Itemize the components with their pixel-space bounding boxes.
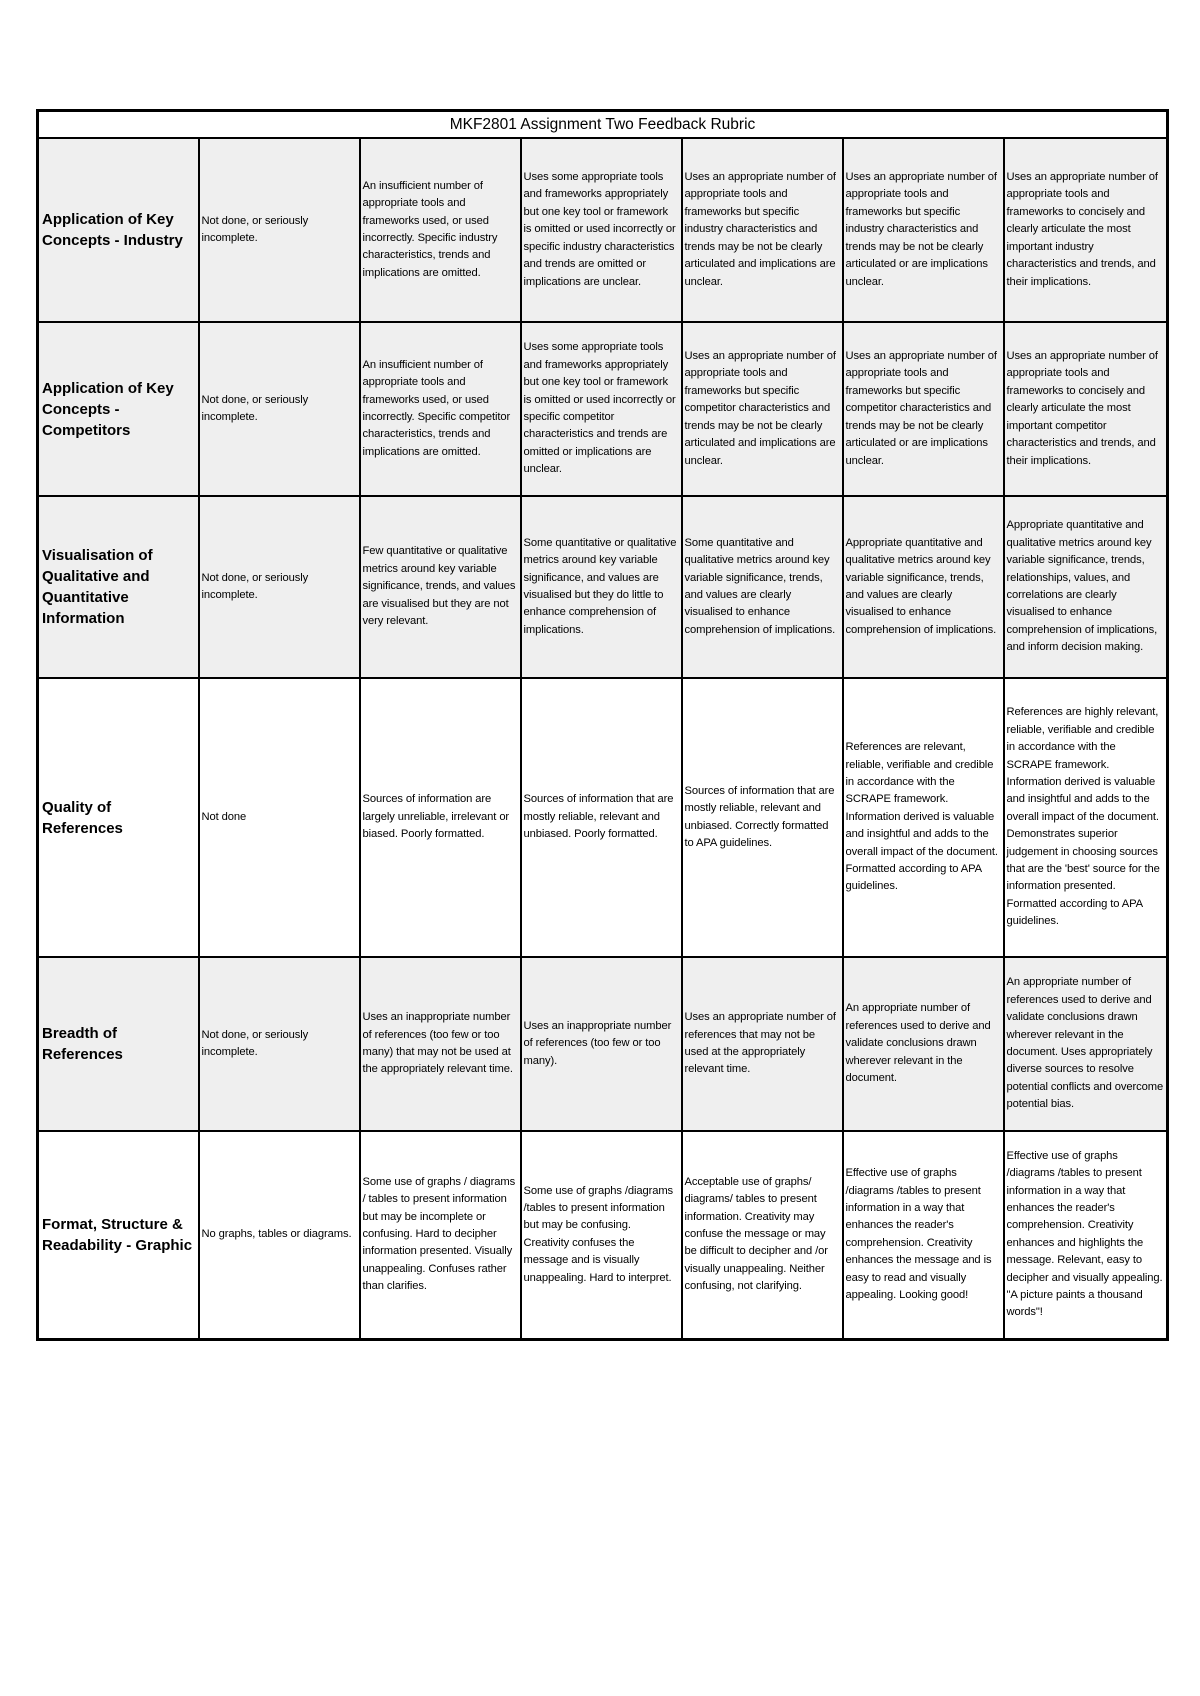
- rubric-row: [38, 1131, 1168, 1339]
- level-cell: Few quantitative or qualitative metrics around key variable significance, trends, and values are visualised but they are not very relevant.: [360, 496, 521, 678]
- level-cell: Uses some appropriate tools and frameworks appropriately but one key tool or framework is omitted or used incorrectly or specific competitor characteristics and trends are omitted or implications are unclear.: [521, 322, 682, 496]
- level-cell: Sources of information that are mostly reliable, relevant and unbiased. Correctly formatted to APA guidelines.: [682, 678, 843, 957]
- level-cell: Acceptable use of graphs/ diagrams/ tables to present information. Creativity may confuse the message or may be difficult to decipher and /or visually unappealing. Neither confusing, not clarifying.: [682, 1131, 843, 1339]
- level-cell: An insufficient number of appropriate tools and frameworks used, or used incorrectly. Specific competitor characteristics, trends and implications are omitted.: [360, 322, 521, 496]
- rubric-row: [38, 138, 1168, 322]
- level-cell: Effective use of graphs /diagrams /tables to present information in a way that enhances the reader's comprehension. Creativity enhances and highlights the message. Relevant, easy to decipher and visually appealing. "A picture paints a thousand words"!: [1004, 1131, 1168, 1339]
- level-cell: Some use of graphs / diagrams / tables to present information but may be incomplete or confusing. Hard to decipher information presented. Visually unappealing. Confuses rather than clarifies.: [360, 1131, 521, 1339]
- criterion-label: Quality of References: [38, 678, 199, 957]
- level-cell: Uses an appropriate number of appropriate tools and frameworks but specific competitor characteristics and trends may be not be clearly articulated or are implications unclear.: [843, 322, 1004, 496]
- level-cell: An insufficient number of appropriate tools and frameworks used, or used incorrectly. Specific industry characteristics, trends and implications are omitted.: [360, 138, 521, 322]
- criterion-label: Application of Key Concepts - Competitors: [38, 322, 199, 496]
- title-row: [38, 111, 1168, 139]
- level-cell: Sources of information are largely unreliable, irrelevant or biased. Poorly formatted.: [360, 678, 521, 957]
- criterion-label: Format, Structure & Readability - Graphic: [38, 1131, 199, 1339]
- level-cell: Effective use of graphs /diagrams /tables to present information in a way that enhances the reader's comprehension. Creativity enhances the message and is easy to read and visually appealing. Looking good!: [843, 1131, 1004, 1339]
- level-cell: Uses an appropriate number of appropriate tools and frameworks but specific industry characteristics and trends may be not be clearly articulated and implications are unclear.: [682, 138, 843, 322]
- rubric-row: [38, 957, 1168, 1131]
- level-cell: Not done, or seriously incomplete.: [199, 496, 360, 678]
- rubric-title: MKF2801 Assignment Two Feedback Rubric: [38, 111, 1168, 139]
- rubric-row: [38, 496, 1168, 678]
- level-cell: Uses an appropriate number of appropriate tools and frameworks but specific competitor characteristics and trends may be not be clearly articulated and implications are unclear.: [682, 322, 843, 496]
- level-cell: References are relevant, reliable, verifiable and credible in accordance with the SCRAPE framework. Information derived is valuable and insightful and adds to the overall impact of the document. Formatted according to APA guidelines.: [843, 678, 1004, 957]
- level-cell: References are highly relevant, reliable, verifiable and credible in accordance with the SCRAPE framework. Information derived is valuable and insightful and adds to the overall impact of the document. Demonstrates superior judgement in choosing sources that are the 'best' source for the information presented. Formatted according to APA guidelines.: [1004, 678, 1168, 957]
- level-cell: Some quantitative and qualitative metrics around key variable significance, trends, and values are clearly visualised to enhance comprehension of implications.: [682, 496, 843, 678]
- criterion-label: Breadth of References: [38, 957, 199, 1131]
- feedback-rubric-table: [36, 109, 1169, 1341]
- level-cell: Sources of information that are mostly reliable, relevant and unbiased. Poorly formatted.: [521, 678, 682, 957]
- level-cell: Uses an appropriate number of references that may not be used at the appropriately relevant time.: [682, 957, 843, 1131]
- criterion-label: Visualisation of Qualitative and Quantitative Information: [38, 496, 199, 678]
- level-cell: Appropriate quantitative and qualitative metrics around key variable significance, trends, relationships, values, and correlations are clearly visualised to enhance comprehension of implications, and inform decision making.: [1004, 496, 1168, 678]
- level-cell: Uses an inappropriate number of references (too few or too many).: [521, 957, 682, 1131]
- level-cell: Some quantitative or qualitative metrics around key variable significance, and values are visualised but they do little to enhance comprehension of implications.: [521, 496, 682, 678]
- level-cell: An appropriate number of references used to derive and validate conclusions drawn wherever relevant in the document. Uses appropriately diverse sources to resolve potential conflicts and overcome potential bias.: [1004, 957, 1168, 1131]
- level-cell: Not done, or seriously incomplete.: [199, 957, 360, 1131]
- level-cell: Uses an appropriate number of appropriate tools and frameworks to concisely and clearly articulate the most important industry characteristics and trends, and their implications.: [1004, 138, 1168, 322]
- criterion-label: Application of Key Concepts - Industry: [38, 138, 199, 322]
- level-cell: Not done: [199, 678, 360, 957]
- level-cell: Uses some appropriate tools and frameworks appropriately but one key tool or framework is omitted or used incorrectly or specific industry characteristics and trends are omitted or implications are unclear.: [521, 138, 682, 322]
- level-cell: Uses an inappropriate number of references (too few or too many) that may not be used at the appropriately relevant time.: [360, 957, 521, 1131]
- level-cell: Not done, or seriously incomplete.: [199, 138, 360, 322]
- level-cell: Not done, or seriously incomplete.: [199, 322, 360, 496]
- rubric-row: [38, 678, 1168, 957]
- level-cell: Uses an appropriate number of appropriate tools and frameworks but specific industry characteristics and trends may be not be clearly articulated or are implications unclear.: [843, 138, 1004, 322]
- level-cell: No graphs, tables or diagrams.: [199, 1131, 360, 1339]
- level-cell: Uses an appropriate number of appropriate tools and frameworks to concisely and clearly articulate the most important competitor characteristics and trends, and their implications.: [1004, 322, 1168, 496]
- level-cell: Appropriate quantitative and qualitative metrics around key variable significance, trends, and values are clearly visualised to enhance comprehension of implications.: [843, 496, 1004, 678]
- level-cell: Some use of graphs /diagrams /tables to present information but may be confusing. Creativity confuses the message and is visually unappealing. Hard to interpret.: [521, 1131, 682, 1339]
- rubric-row: [38, 322, 1168, 496]
- level-cell: An appropriate number of references used to derive and validate conclusions drawn wherever relevant in the document.: [843, 957, 1004, 1131]
